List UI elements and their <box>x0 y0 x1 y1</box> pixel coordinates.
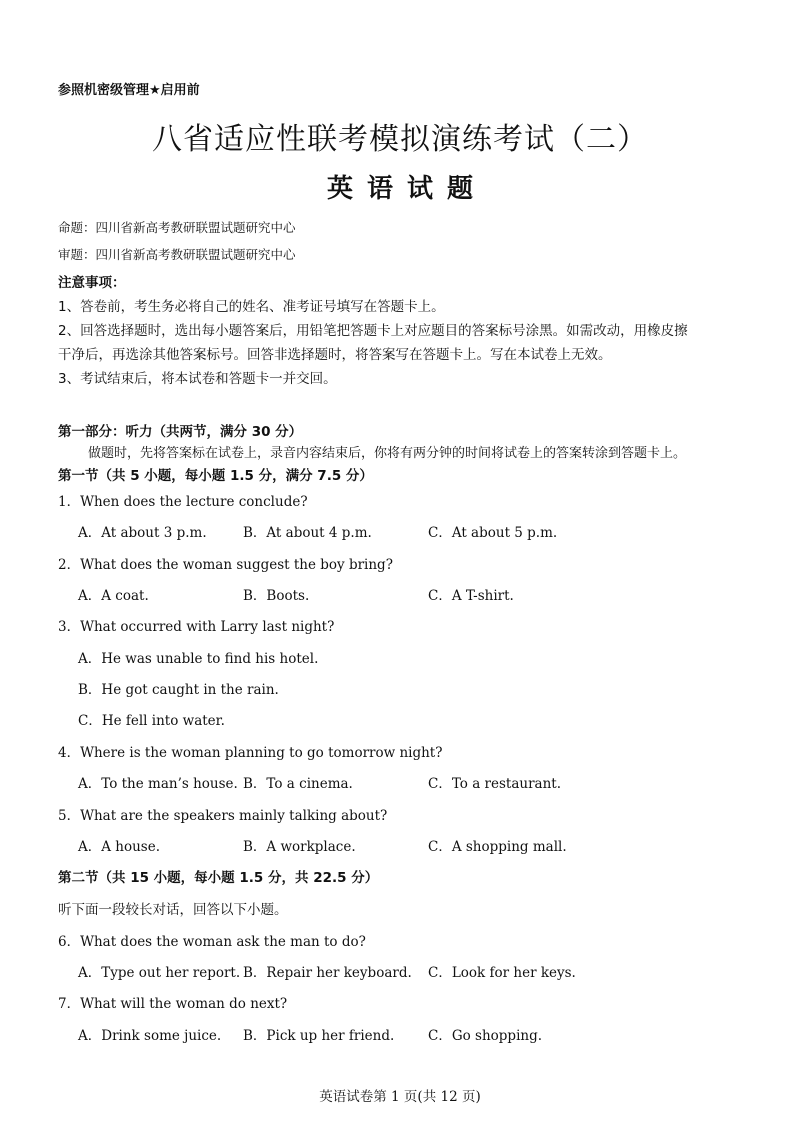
author-line: 命题：四川省新高考教研联盟试题研究中心 <box>58 220 296 235</box>
question-7: 7．What will the woman do next? <box>58 996 288 1012</box>
section2-instruction: 听下面一段较长对话，回答以下小题。 <box>58 902 288 918</box>
section2-heading: 第二节（共 15 小题，每小题 1.5 分，共 22.5 分） <box>58 870 379 886</box>
question-5: 5．What are the speakers mainly talking about? <box>58 808 388 824</box>
note-item: 1、答卷前，考生务必将自己的姓名、准考证号填写在答题卡上。 <box>58 299 445 315</box>
q7-option-b: B．Pick up her friend. <box>243 1028 395 1044</box>
page-footer: 英语试卷第 1 页(共 12 页) <box>319 1089 481 1105</box>
question-1: 1．When does the lecture conclude? <box>58 494 308 510</box>
q2-option-a: A．A coat. <box>78 588 149 604</box>
q6-option-b: B．Repair her keyboard. <box>243 965 412 981</box>
q4-option-b: B．To a cinema. <box>243 776 353 792</box>
q6-option-a: A．Type out her report. <box>78 965 241 981</box>
question-2: 2．What does the woman suggest the boy bring? <box>58 557 393 573</box>
section1-heading: 第一节（共 5 小题，每小题 1.5 分，满分 7.5 分） <box>58 468 373 484</box>
note-item: 2、回答选择题时，选出每小题答案后，用铅笔把答题卡上对应题目的答案标号涂黑。如需改动，用橡皮擦 <box>58 323 688 339</box>
q4-option-c: C．To a restaurant. <box>428 776 561 792</box>
part1-heading: 第一部分：听力（共两节，满分 30 分） <box>58 424 303 440</box>
q2-option-c: C．A T-shirt. <box>428 588 514 604</box>
exam-subtitle: 英语试题 <box>326 174 487 204</box>
q7-option-c: C．Go shopping. <box>428 1028 543 1044</box>
reviewer-line: 审题：四川省新高考教研联盟试题研究中心 <box>58 247 296 262</box>
q5-option-c: C．A shopping mall. <box>428 839 567 855</box>
q1-option-c: C．At about 5 p.m. <box>428 525 558 541</box>
q5-option-a: A．A house. <box>78 839 161 855</box>
q6-option-c: C．Look for her keys. <box>428 965 576 981</box>
q2-option-b: B．Boots. <box>243 588 310 604</box>
q3-option-a: A．He was unable to find his hotel. <box>78 651 319 667</box>
question-3: 3．What occurred with Larry last night? <box>58 619 335 635</box>
question-6: 6．What does the woman ask the man to do? <box>58 934 366 950</box>
exam-title: 八省适应性联考模拟演练考试（二） <box>152 122 648 157</box>
question-4: 4．Where is the woman planning to go tomorrow night? <box>58 745 443 761</box>
part1-instruction: 做题时，先将答案标在试卷上，录音内容结束后，你将有两分钟的时间将试卷上的答案转涂到答题卡上。 <box>88 446 687 461</box>
q1-option-a: A．At about 3 p.m. <box>78 525 207 541</box>
q5-option-b: B．A workplace. <box>243 839 356 855</box>
q3-option-b: B．He got caught in the rain. <box>78 682 279 698</box>
q1-option-b: B．At about 4 p.m. <box>243 525 372 541</box>
note-item: 3、考试结束后，将本试卷和答题卡一并交回。 <box>58 371 337 387</box>
confidential-label: 参照机密级管理★启用前 <box>58 83 200 98</box>
q4-option-a: A．To the man’s house. <box>78 776 238 792</box>
q7-option-a: A．Drink some juice. <box>78 1028 222 1044</box>
q3-option-c: C．He fell into water. <box>78 713 225 729</box>
notes-heading: 注意事项： <box>58 275 126 291</box>
note-item: 干净后，再选涂其他答案标号。回答非选择题时，将答案写在答题卡上。写在本试卷上无效。 <box>58 347 612 363</box>
